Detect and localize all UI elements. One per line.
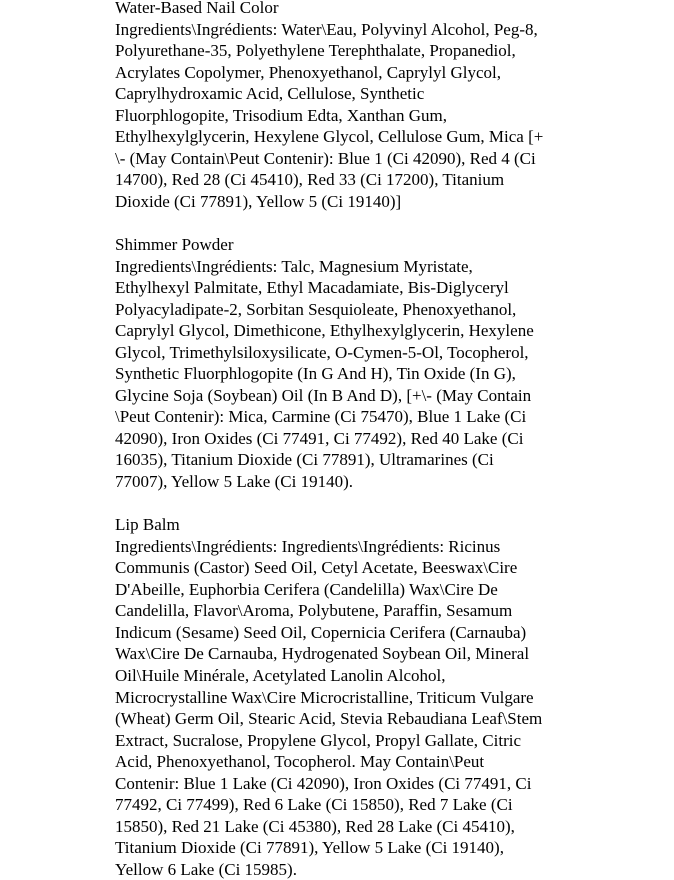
ingredients-line: Dioxide (Ci 77891), Yellow 5 (Ci 19140)] — [115, 191, 402, 211]
ingredients-line: Communis (Castor) Seed Oil, Cetyl Acetate, Beeswax\Cire — [115, 558, 518, 578]
ingredients-line: Ethylhexyl Palmitate, Ethyl Macadamiate, Bis-Diglyceryl — [115, 278, 509, 298]
ingredients-line: Caprylhydroxamic Acid, Cellulose, Synthetic — [115, 84, 425, 104]
ingredients-line: Acid, Phenoxyethanol, Tocopherol. May Contain\Peut — [115, 752, 485, 772]
ingredients-line: 14700), Red 28 (Ci 45410), Red 33 (Ci 17200), Titanium — [115, 170, 505, 190]
ingredients-line: Ethylhexylglycerin, Hexylene Glycol, Cellulose Gum, Mica [+ — [115, 127, 544, 147]
ingredients-line: Ingredients\Ingrédients: Talc, Magnesium Myristate, — [115, 256, 473, 276]
ingredients-line: Titanium Dioxide (Ci 77891), Yellow 5 Lake (Ci 19140), — [115, 838, 504, 858]
ingredients-line: 15850), Red 21 Lake (Ci 45380), Red 28 Lake (Ci 45410), — [115, 816, 515, 836]
ingredients-line: (Wheat) Germ Oil, Stearic Acid, Stevia Rebaudiana Leaf\Stem — [115, 709, 543, 729]
ingredients-line: Yellow 6 Lake (Ci 15985). — [115, 859, 297, 879]
ingredients-line: 77007), Yellow 5 Lake (Ci 19140). — [115, 472, 353, 492]
ingredients-line: Extract, Sucralose, Propylene Glycol, Propyl Gallate, Citric — [115, 730, 522, 750]
product-title: Lip Balm — [115, 515, 180, 535]
ingredients-line: \- (May Contain\Peut Contenir): Blue 1 (Ci 42090), Red 4 (Ci — [115, 148, 536, 168]
ingredients-line: Fluorphlogopite, Trisodium Edta, Xanthan Gum, — [115, 105, 447, 125]
product-title: Water-Based Nail Color — [115, 0, 279, 17]
ingredients-line: Polyacyladipate-2, Sorbitan Sesquioleate, Phenoxyethanol, — [115, 299, 517, 319]
ingredients-line: 42090), Iron Oxides (Ci 77491, Ci 77492), Red 40 Lake (Ci — [115, 428, 524, 448]
ingredients-line: Glycine Soja (Soybean) Oil (In B And D), [+\- (May Contain — [115, 385, 532, 405]
ingredients-line: Wax\Cire De Carnauba, Hydrogenated Soybean Oil, Mineral — [115, 644, 530, 664]
ingredients-line: Glycol, Trimethylsiloxysilicate, O-Cymen-5-Ol, Tocopherol, — [115, 342, 529, 362]
ingredients-line: Caprylyl Glycol, Dimethicone, Ethylhexylglycerin, Hexylene — [115, 321, 534, 341]
ingredients-line: 77492, Ci 77499), Red 6 Lake (Ci 15850), Red 7 Lake (Ci — [115, 795, 513, 815]
product-section — [115, 234, 674, 493]
ingredients-line: D'Abeille, Euphorbia Cerifera (Candelilla) Wax\Cire De — [115, 579, 498, 599]
ingredients-line: Candelilla, Flavor\Aroma, Polybutene, Paraffin, Sesamum — [115, 601, 513, 621]
ingredients-line: \Peut Contenir): Mica, Carmine (Ci 75470), Blue 1 Lake (Ci — [115, 407, 527, 427]
product-section — [115, 0, 674, 212]
ingredients-line: Contenir: Blue 1 Lake (Ci 42090), Iron Oxides (Ci 77491, Ci — [115, 773, 532, 793]
product-title: Shimmer Powder — [115, 235, 234, 255]
ingredients-line: Indicum (Sesame) Seed Oil, Copernicia Cerifera (Carnauba) — [115, 622, 527, 642]
ingredients-line: Ingredients\Ingrédients: Water\Eau, Polyvinyl Alcohol, Peg-8, — [115, 19, 538, 39]
ingredients-line: Oil\Huile Minérale, Acetylated Lanolin Alcohol, — [115, 665, 446, 685]
ingredients-line: Ingredients\Ingrédients: Ingredients\Ingrédients: Ricinus — [115, 536, 501, 556]
ingredients-line: 16035), Titanium Dioxide (Ci 77891), Ultramarines (Ci — [115, 450, 494, 470]
ingredients-line: Acrylates Copolymer, Phenoxyethanol, Caprylyl Glycol, — [115, 62, 501, 82]
ingredients-line: Microcrystalline Wax\Cire Microcristalline, Triticum Vulgare — [115, 687, 534, 707]
ingredients-line: Synthetic Fluorphlogopite (In G And H), Tin Oxide (In G), — [115, 364, 516, 384]
product-section — [115, 514, 674, 880]
ingredients-line: Polyurethane-35, Polyethylene Terephthalate, Propanediol, — [115, 41, 516, 61]
